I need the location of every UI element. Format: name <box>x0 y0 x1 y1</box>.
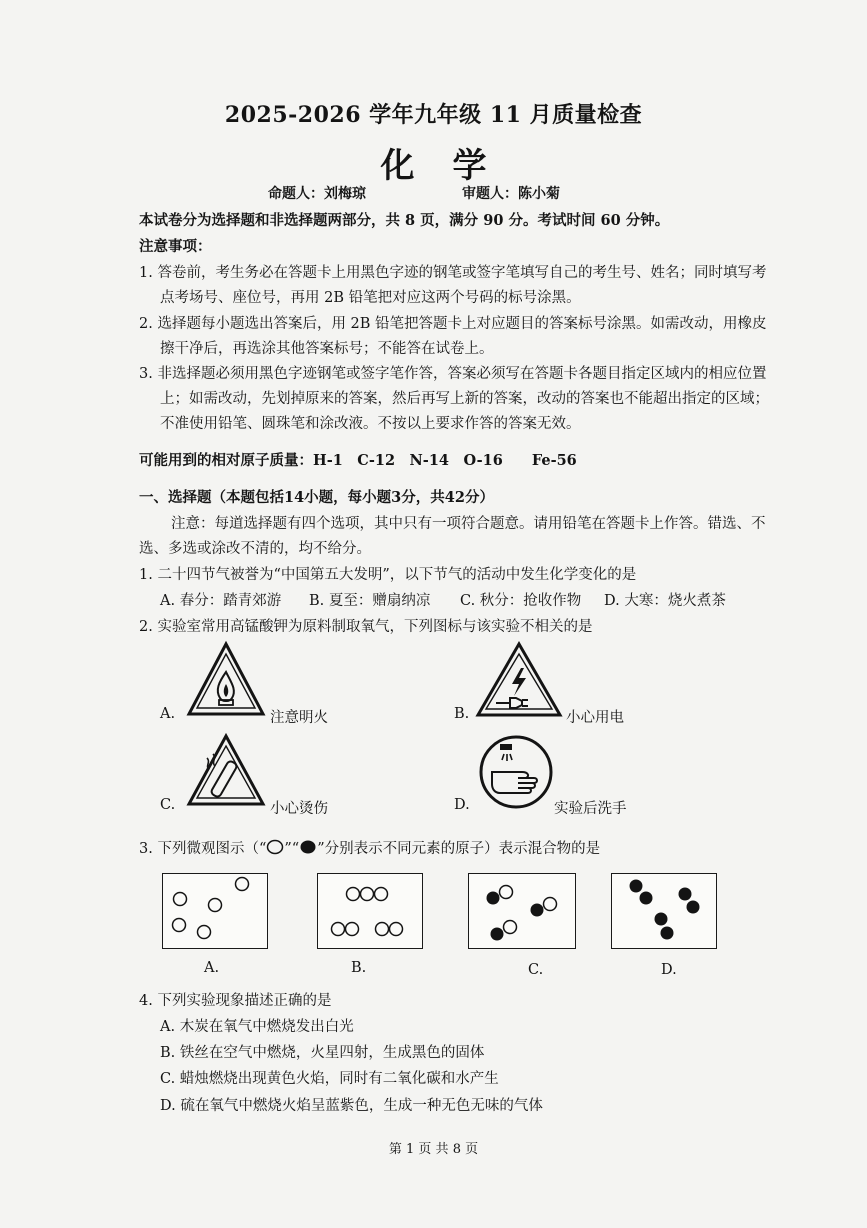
question-1-stem: 1. 二十四节气被誉为“中国第五大发明”，以下节气的活动中发生化学变化的是 <box>139 567 637 583</box>
atomic-mass-line: 可能用到的相对原子质量：H-1 C-12 N-14 O-16 Fe-56 <box>139 452 577 469</box>
question-4-option-c: C. 蜡烛燃烧出现黄色火焰，同时有二氧化碳和水产生 <box>160 1071 499 1087</box>
question-3-letter-d: D. <box>661 962 677 978</box>
hand-wash-icon <box>478 734 554 810</box>
particle-diagram-c <box>469 874 575 948</box>
question-1-option-b: B. 夏至：赠扇纳凉 <box>309 593 431 609</box>
section-1-note-line-2: 选、多选或涂改不清的，均不给分。 <box>139 541 371 557</box>
question-1-option-c: C. 秋分：抢收作物 <box>460 593 582 609</box>
particle-box-d <box>611 873 717 949</box>
note-2-line-1: 2. 选择题每小题选出答案后，用 2B 铅笔把答题卡上对应题目的答案标号涂黑。如需改动，用橡皮 <box>139 316 767 332</box>
question-4-option-b: B. 铁丝在空气中燃烧，火星四射，生成黑色的固体 <box>160 1045 485 1061</box>
setter-label: 命题人：刘梅琼 <box>268 186 366 202</box>
question-2-caption-d: 实验后洗手 <box>554 801 627 817</box>
exam-intro: 本试卷分为选择题和非选择题两部分，共 8 页，满分 90 分。考试时间 60 分钟。 <box>139 212 670 229</box>
white-atom-icon <box>266 839 284 855</box>
note-1-line-2: 点考场号、座位号，再用 2B 铅笔把对应这两个号码的标号涂黑。 <box>160 290 581 306</box>
question-2-caption-a: 注意明火 <box>270 710 328 726</box>
exam-title: 2025-2026 学年九年级 11 月质量检查 <box>224 102 643 128</box>
subject-title: 化学 <box>380 146 525 186</box>
question-2-letter-b: B. <box>454 706 470 722</box>
question-3-letter-b: B. <box>351 960 367 976</box>
question-4-option-d: D. 硫在氧气中燃烧火焰呈蓝紫色，生成一种无色无味的气体 <box>160 1098 543 1114</box>
particle-box-b <box>317 873 423 949</box>
particle-diagram-d <box>612 874 716 948</box>
question-2-letter-d: D. <box>454 797 470 813</box>
burn-warning-icon <box>185 732 267 810</box>
question-2-letter-a: A. <box>160 706 176 722</box>
section-1-note-line-1: 注意：每道选择题有四个选项，其中只有一项符合题意。请用铅笔在答题卡上作答。错选、不 <box>171 516 766 532</box>
question-3-stem-part-2: ”“ <box>284 841 300 857</box>
note-3-line-1: 3. 非选择题必须用黑色字迹钢笔或签字笔作答，答案必须写在答题卡各题目指定区域内的相应位置 <box>139 366 767 382</box>
question-4-stem: 4. 下列实验现象描述正确的是 <box>139 993 332 1009</box>
question-1-option-d: D. 大寒：烧火煮茶 <box>604 593 726 609</box>
note-2-line-2: 擦干净后，再选涂其他答案标号；不能答在试卷上。 <box>160 341 494 357</box>
notes-heading: 注意事项： <box>139 238 212 255</box>
question-2-stem: 2. 实验室常用高锰酸钾为原料制取氧气，下列图标与该实验不相关的是 <box>139 619 593 635</box>
question-2-letter-c: C. <box>160 797 176 813</box>
particle-box-c <box>468 873 576 949</box>
question-2-caption-b: 小心用电 <box>566 710 624 726</box>
particle-box-a <box>162 873 268 949</box>
question-4-option-a: A. 木炭在氧气中燃烧发出白光 <box>160 1019 354 1035</box>
question-1-option-a: A. 春分：踏青郊游 <box>160 593 282 609</box>
particle-diagram-a <box>163 874 267 948</box>
reviewer-label: 审题人：陈小菊 <box>462 186 560 202</box>
question-3-stem-part-3: ”分别表示不同元素的原子）表示混合物的是 <box>317 841 601 857</box>
particle-diagram-b <box>318 874 422 948</box>
question-2-caption-c: 小心烫伤 <box>270 801 328 817</box>
black-atom-icon <box>299 839 317 855</box>
note-3-line-2: 上；如需改动，先划掉原来的答案，然后再写上新的答案，改动的答案也不能超出指定的区域； <box>160 391 769 407</box>
fire-warning-icon <box>185 640 267 720</box>
question-3-stem-part-1: 3. 下列微观图示（“ <box>139 841 267 857</box>
section-1-heading: 一、选择题（本题包括14小题，每小题3分，共42分） <box>139 489 494 506</box>
question-3-stem <box>139 837 600 858</box>
question-3-letter-a: A. <box>204 960 220 976</box>
question-3-letter-c: C. <box>528 962 544 978</box>
note-3-line-3: 不准使用铅笔、圆珠笔和涂改液。不按以上要求作答的答案无效。 <box>160 416 581 432</box>
note-1-line-1: 1. 答卷前，考生务必在答题卡上用黑色字迹的钢笔或签字笔填写自己的考生号、姓名；同时填写考 <box>139 265 767 281</box>
electric-warning-icon <box>474 640 564 720</box>
page-footer: 第 1 页 共 8 页 <box>388 1142 479 1157</box>
